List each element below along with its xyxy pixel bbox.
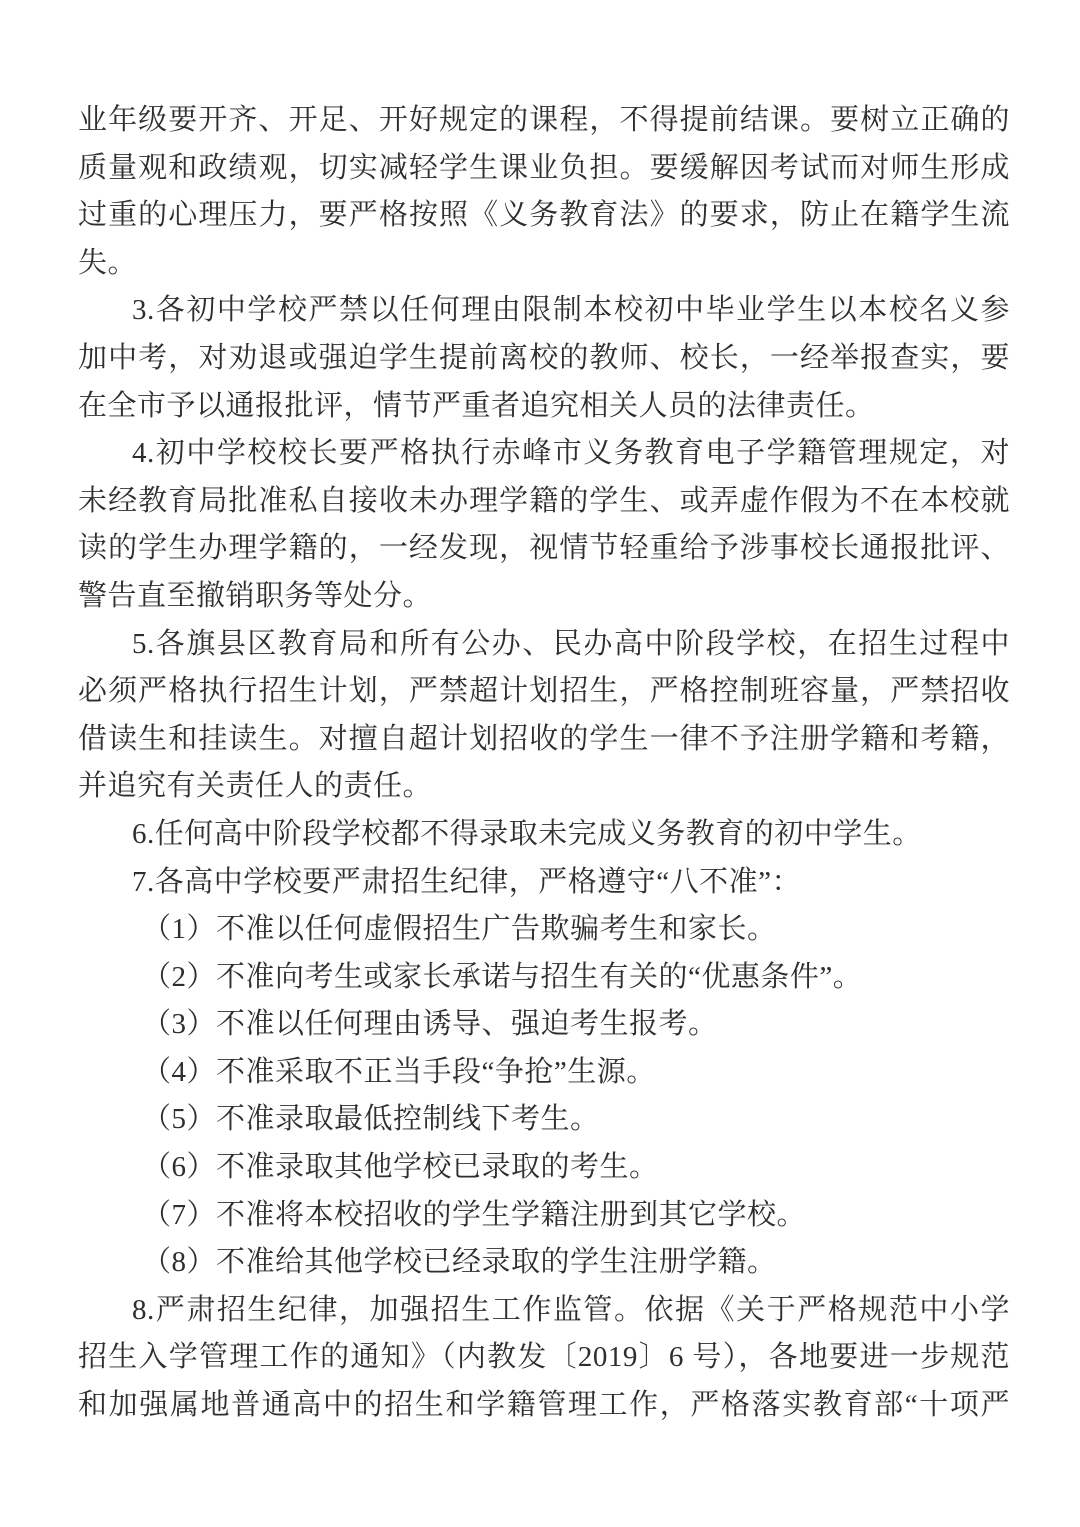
- paragraph: [78, 430, 1010, 620]
- text-line: （3）不准以任何理由诱导、强迫考生报考。: [142, 1008, 718, 1041]
- text-line: （7）不准将本校招收的学生学籍注册到其它学校。: [142, 1198, 807, 1231]
- paragraph: [78, 1239, 1010, 1287]
- paragraph: [78, 811, 1010, 859]
- paragraph: [78, 1287, 1010, 1430]
- text-line: 5.各旗县区教育局和所有公办、民办高中阶段学校，在招生过程中: [132, 627, 1010, 660]
- text-line: 6.任何高中阶段学校都不得录取未完成义务教育的初中学生。: [132, 817, 922, 850]
- text-line: 业年级要开齐、开足、开好规定的课程，不得提前结课。要树立正确的: [78, 104, 1010, 136]
- text-line: 加中考，对劝退或强迫学生提前离校的教师、校长，一经举报查实，要: [78, 341, 1010, 374]
- paragraph: [78, 1192, 1010, 1240]
- text-line: （5）不准录取最低控制线下考生。: [142, 1103, 600, 1136]
- text-line: （8）不准给其他学校已经录取的学生注册学籍。: [142, 1246, 777, 1279]
- text-line: 读的学生办理学籍的，一经发现，视情节轻重给予涉事校长通报批评、: [78, 532, 1010, 565]
- paragraph: [78, 1096, 1010, 1144]
- text-line: （6）不准录取其他学校已录取的考生。: [142, 1151, 659, 1184]
- text-line: 并追究有关责任人的责任。: [78, 770, 433, 803]
- text-line: 8.严肃招生纪律，加强招生工作监管。依据《关于严格规范中小学: [132, 1293, 1010, 1326]
- text-line: 和加强属地普通高中的招生和学籍管理工作，严格落实教育部“十项严: [78, 1389, 1010, 1422]
- text-line: （2）不准向考生或家长承诺与招生有关的“优惠条件”。: [142, 960, 863, 993]
- paragraph: [78, 97, 1010, 287]
- paragraph: [78, 621, 1010, 811]
- text-line: 借读生和挂读生。对擅自超计划招收的学生一律不予注册学籍和考籍，: [78, 722, 1010, 755]
- paragraph: [78, 287, 1010, 430]
- paragraph: [78, 1001, 1010, 1049]
- text-line: 7.各高中学校要严肃招生纪律，严格遵守“八不准”：: [132, 865, 801, 898]
- paragraph: [78, 1144, 1010, 1192]
- paragraph: [78, 859, 1010, 907]
- paragraph: [78, 954, 1010, 1002]
- text-line: 失。: [78, 246, 138, 279]
- paragraph: [78, 1049, 1010, 1097]
- text-line: 4.初中学校校长要严格执行赤峰市义务教育电子学籍管理规定，对: [132, 437, 1010, 470]
- text-line: 质量观和政绩观，切实减轻学生课业负担。要缓解因考试而对师生形成: [78, 151, 1010, 184]
- text-line: 3.各初中学校严禁以任何理由限制本校初中毕业学生以本校名义参: [132, 294, 1010, 327]
- text-line: 在全市予以通报批评，情节严重者追究相关人员的法律责任。: [78, 389, 875, 422]
- document-body: [78, 97, 1010, 1430]
- text-line: 未经教育局批准私自接收未办理学籍的学生、或弄虚作假为不在本校就: [78, 484, 1010, 517]
- paragraph: [78, 906, 1010, 954]
- text-line: 招生入学管理工作的通知》（内教发〔2019〕6 号），各地要进一步规范: [78, 1341, 1010, 1374]
- text-line: （1）不准以任何虚假招生广告欺骗考生和家长。: [142, 913, 777, 946]
- text-line: 警告直至撤销职务等处分。: [78, 579, 433, 612]
- text-line: 必须严格执行招生计划，严禁超计划招生，严格控制班容量，严禁招收: [78, 675, 1010, 708]
- text-line: 过重的心理压力，要严格按照《义务教育法》的要求，防止在籍学生流: [78, 199, 1010, 232]
- text-line: （4）不准采取不正当手段“争抢”生源。: [142, 1055, 656, 1088]
